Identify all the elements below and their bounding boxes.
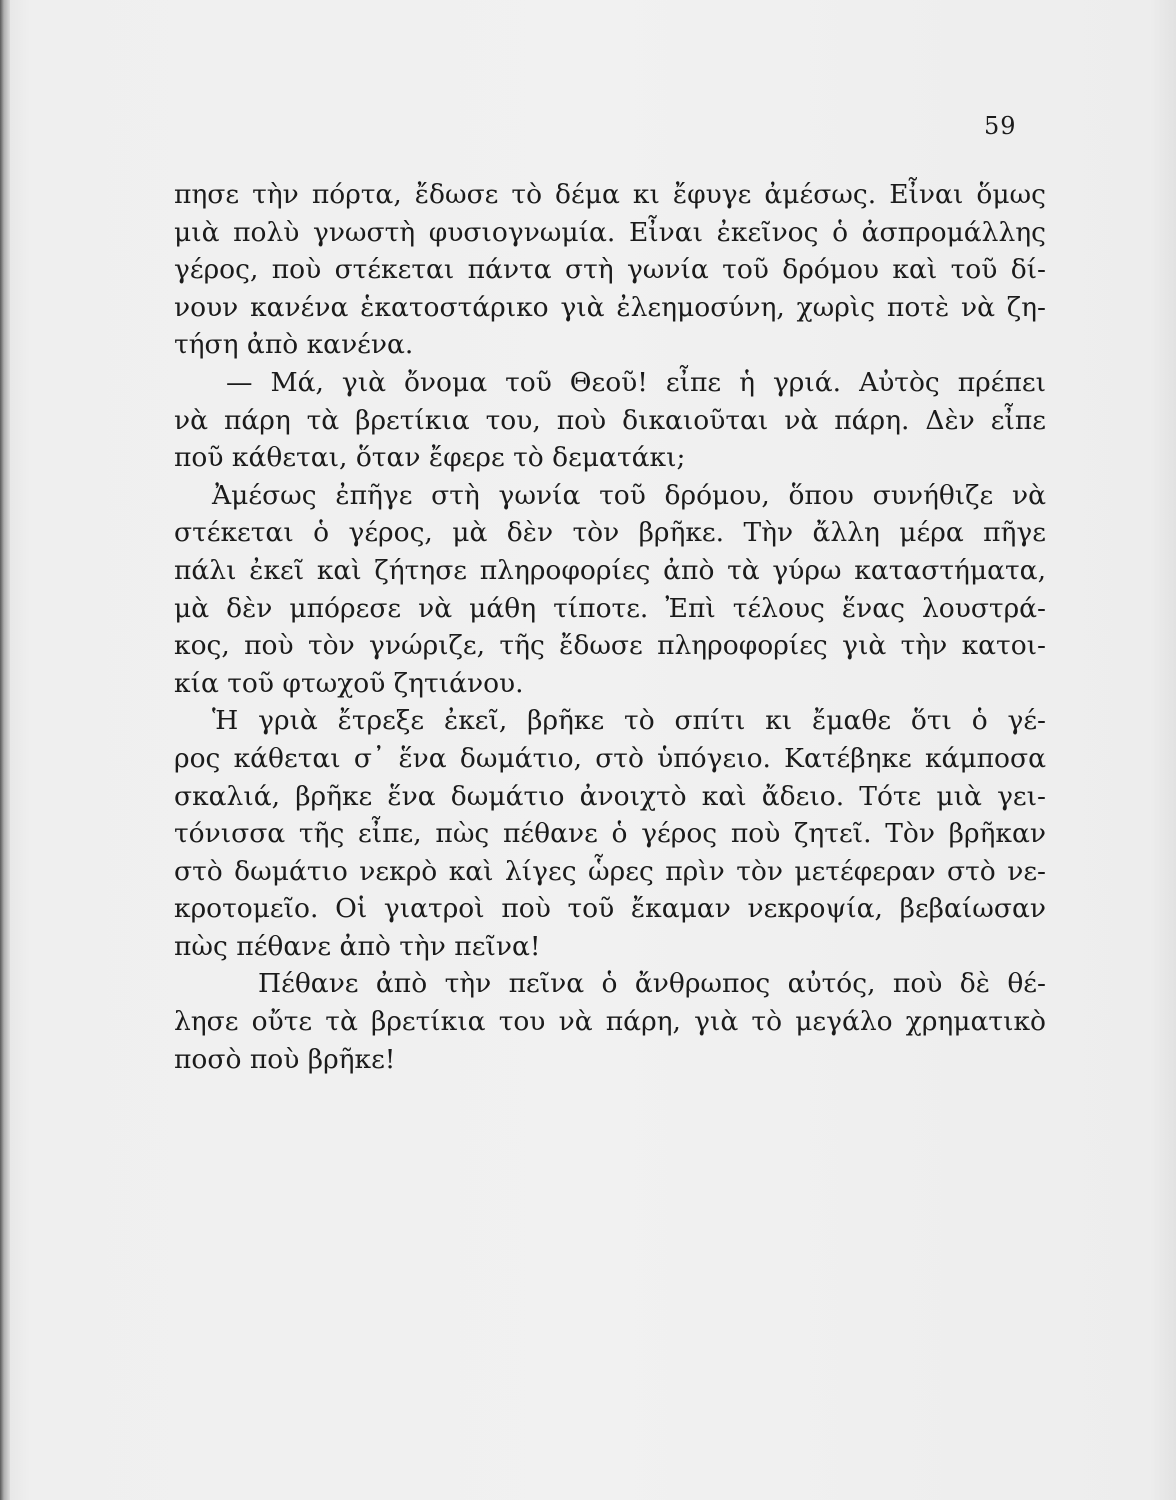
text-line: γέρος, ποὺ στέκεται πάντα στὴ γωνία τοῦ δρόμου καὶ τοῦ δί- xyxy=(174,254,1046,286)
text-line: μὰ δὲν μπόρεσε νὰ μάθη τίποτε. Ἐπὶ τέλους ἕνας λουστρά- xyxy=(174,592,1046,624)
text-line: νουν κανένα ἑκατοστάρικο γιὰ ἐλεημοσύνη, χωρὶς ποτὲ νὰ ζη- xyxy=(174,291,1046,323)
text-line: πὼς πέθανε ἀπὸ τὴν πεῖνα! xyxy=(174,930,541,962)
binding-edge xyxy=(0,0,10,1500)
text-line: τήση ἀπὸ κανένα. xyxy=(174,329,414,361)
body-text xyxy=(174,176,1046,1078)
text-line: στέκεται ὁ γέρος, μὰ δὲν τὸν βρῆκε. Τὴν ἄλλη μέρα πῆγε xyxy=(174,517,1046,549)
text-line: στὸ δωμάτιο νεκρὸ καὶ λίγες ὧρες πρὶν τὸν μετέφεραν στὸ νε- xyxy=(174,855,1046,887)
text-line: — Μά, γιὰ ὄνομα τοῦ Θεοῦ! εἶπε ἡ γριά. Αὐτὸς πρέπει xyxy=(226,366,1046,398)
text-line: σκαλιά, βρῆκε ἕνα δωμάτιο ἀνοιχτὸ καὶ ἄδειο. Τότε μιὰ γει- xyxy=(174,780,1046,812)
text-line: πάλι ἐκεῖ καὶ ζήτησε πληροφορίες ἀπὸ τὰ γύρω καταστήματα, xyxy=(174,554,1046,586)
text-line: ρος κάθεται σ᾽ ἕνα δωμάτιο, στὸ ὑπόγειο. Κατέβηκε κάμποσα xyxy=(174,742,1046,774)
text-line: κος, ποὺ τὸν γνώριζε, τῆς ἔδωσε πληροφορίες γιὰ τὴν κατοι- xyxy=(174,630,1046,662)
text-line: Πέθανε ἀπὸ τὴν πεῖνα ὁ ἄνθρωπος αὐτός, ποὺ δὲ θέ- xyxy=(258,968,1046,1000)
text-line: ποσὸ ποὺ βρῆκε! xyxy=(174,1043,396,1075)
text-line: πησε τὴν πόρτα, ἔδωσε τὸ δέμα κι ἔφυγε ἀμέσως. Εἶναι ὅμως xyxy=(174,179,1046,210)
text-line: κία τοῦ φτωχοῦ ζητιάνου. xyxy=(174,667,524,699)
text-line: λησε οὔτε τὰ βρετίκια του νὰ πάρη, γιὰ τὸ μεγάλο χρηματικὸ xyxy=(174,1006,1046,1038)
text-line: τόνισσα τῆς εἶπε, πὼς πέθανε ὁ γέρος ποὺ ζητεῖ. Τὸν βρῆκαν xyxy=(174,818,1046,850)
text-line: μιὰ πολὺ γνωστὴ φυσιογνωμία. Εἶναι ἐκεῖνος ὁ ἀσπρομάλλης xyxy=(174,216,1046,248)
text-line: Ἡ γριὰ ἔτρεξε ἐκεῖ, βρῆκε τὸ σπίτι κι ἔμαθε ὅτι ὁ γέ- xyxy=(212,705,1046,737)
text-line: κροτομεῖο. Οἱ γιατροὶ ποὺ τοῦ ἔκαμαν νεκροψία, βεβαίωσαν xyxy=(174,893,1046,925)
text-line: Ἀμέσως ἐπῆγε στὴ γωνία τοῦ δρόμου, ὅπου συνήθιζε νὰ xyxy=(212,479,1046,511)
text-line: ποῦ κάθεται, ὅταν ἔφερε τὸ δεματάκι; xyxy=(174,442,686,474)
text-line: νὰ πάρη τὰ βρετίκια του, ποὺ δικαιοῦται νὰ πάρη. Δὲν εἶπε xyxy=(174,404,1046,436)
page-number: 59 xyxy=(984,112,1017,140)
